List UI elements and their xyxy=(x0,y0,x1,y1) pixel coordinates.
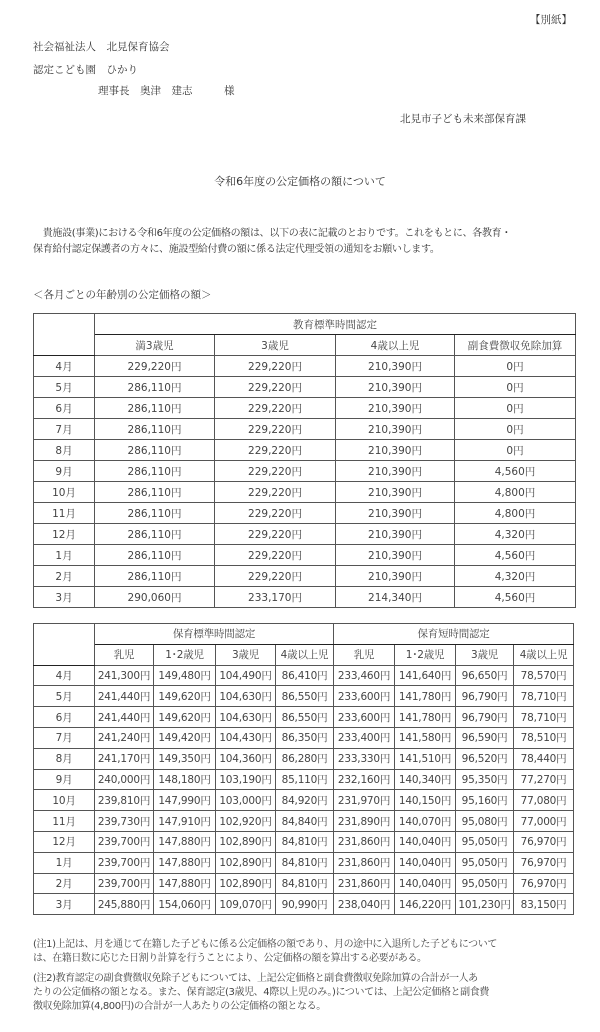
column-header: 副食費徴収免除加算 xyxy=(455,335,576,356)
corner-cell xyxy=(34,314,95,356)
price-cell: 149,620円 xyxy=(154,686,216,707)
price-cell: 95,050円 xyxy=(456,852,514,873)
price-cell: 0円 xyxy=(455,356,576,377)
price-cell: 103,190円 xyxy=(216,769,276,790)
price-cell: 286,110円 xyxy=(95,482,215,503)
table-header-row xyxy=(34,314,576,335)
price-cell: 240,000円 xyxy=(95,769,154,790)
recipient-facility: 認定こども園 ひかり xyxy=(33,64,138,76)
price-cell: 229,220円 xyxy=(215,566,336,587)
table-row xyxy=(34,482,576,503)
recipient-person: 理事長 奥津 建志 様 xyxy=(98,85,235,97)
price-cell: 210,390円 xyxy=(336,398,455,419)
price-cell: 103,000円 xyxy=(216,790,276,811)
price-cell: 141,580円 xyxy=(395,727,456,748)
price-cell: 147,990円 xyxy=(154,790,216,811)
price-cell: 210,390円 xyxy=(336,524,455,545)
month-cell: 6月 xyxy=(34,398,95,419)
price-cell: 147,910円 xyxy=(154,811,216,832)
month-cell: 5月 xyxy=(34,377,95,398)
price-cell: 84,810円 xyxy=(276,852,334,873)
note-1-line-2: は、在籍日数に応じた日割り計算を行うことにより、公定価格の額を算出する必要がある。 xyxy=(33,953,427,964)
month-cell: 10月 xyxy=(34,482,95,503)
price-cell: 245,880円 xyxy=(95,894,154,915)
table-row xyxy=(34,707,574,728)
group-header-education: 教育標準時間認定 xyxy=(95,314,576,335)
price-cell: 95,160円 xyxy=(456,790,514,811)
price-cell: 229,220円 xyxy=(95,356,215,377)
price-cell: 140,340円 xyxy=(395,769,456,790)
section-heading: ＜各月ごとの年齢別の公定価格の額＞ xyxy=(33,289,212,301)
month-cell: 6月 xyxy=(34,707,95,728)
price-cell: 141,510円 xyxy=(395,748,456,769)
price-cell: 233,170円 xyxy=(215,587,336,608)
table-subheader-row xyxy=(34,644,574,665)
price-cell: 149,480円 xyxy=(154,665,216,686)
price-cell: 286,110円 xyxy=(95,419,215,440)
price-cell: 141,780円 xyxy=(395,707,456,728)
price-cell: 231,860円 xyxy=(334,852,395,873)
sender: 北見市子ども未来部保育課 xyxy=(400,113,526,125)
price-cell: 84,810円 xyxy=(276,831,334,852)
price-cell: 86,350円 xyxy=(276,727,334,748)
price-cell: 109,070円 xyxy=(216,894,276,915)
column-header: 4歳以上児 xyxy=(336,335,455,356)
price-cell: 84,920円 xyxy=(276,790,334,811)
price-cell: 83,150円 xyxy=(514,894,574,915)
group-header-short: 保育短時間認定 xyxy=(334,624,574,645)
price-cell: 239,730円 xyxy=(95,811,154,832)
price-cell: 286,110円 xyxy=(95,461,215,482)
table-row xyxy=(34,769,574,790)
price-cell: 0円 xyxy=(455,440,576,461)
price-cell: 86,280円 xyxy=(276,748,334,769)
price-cell: 104,360円 xyxy=(216,748,276,769)
month-cell: 9月 xyxy=(34,461,95,482)
month-cell: 8月 xyxy=(34,748,95,769)
price-cell: 233,600円 xyxy=(334,707,395,728)
price-cell: 78,710円 xyxy=(514,707,574,728)
price-cell: 231,860円 xyxy=(334,831,395,852)
month-cell: 4月 xyxy=(34,665,95,686)
price-cell: 286,110円 xyxy=(95,545,215,566)
price-cell: 233,330円 xyxy=(334,748,395,769)
column-header: 乳児 xyxy=(334,644,395,665)
price-cell: 140,040円 xyxy=(395,852,456,873)
price-cell: 290,060円 xyxy=(95,587,215,608)
price-cell: 231,890円 xyxy=(334,811,395,832)
price-cell: 231,970円 xyxy=(334,790,395,811)
table-row xyxy=(34,566,576,587)
price-cell: 147,880円 xyxy=(154,831,216,852)
table-row xyxy=(34,377,576,398)
price-cell: 140,070円 xyxy=(395,811,456,832)
month-cell: 12月 xyxy=(34,524,95,545)
price-cell: 77,000円 xyxy=(514,811,574,832)
price-cell: 4,800円 xyxy=(455,503,576,524)
price-cell: 238,040円 xyxy=(334,894,395,915)
price-cell: 78,570円 xyxy=(514,665,574,686)
table-row xyxy=(34,873,574,894)
price-cell: 76,970円 xyxy=(514,852,574,873)
price-cell: 210,390円 xyxy=(336,356,455,377)
price-cell: 96,790円 xyxy=(456,707,514,728)
table-row xyxy=(34,419,576,440)
price-cell: 4,320円 xyxy=(455,566,576,587)
price-cell: 241,240円 xyxy=(95,727,154,748)
price-cell: 239,700円 xyxy=(95,831,154,852)
month-cell: 7月 xyxy=(34,419,95,440)
price-cell: 104,630円 xyxy=(216,686,276,707)
price-cell: 241,440円 xyxy=(95,686,154,707)
price-cell: 232,160円 xyxy=(334,769,395,790)
price-cell: 96,790円 xyxy=(456,686,514,707)
price-cell: 241,170円 xyxy=(95,748,154,769)
table-row xyxy=(34,665,574,686)
table-row xyxy=(34,356,576,377)
price-cell: 229,220円 xyxy=(215,356,336,377)
price-cell: 96,590円 xyxy=(456,727,514,748)
price-cell: 210,390円 xyxy=(336,545,455,566)
price-cell: 147,880円 xyxy=(154,852,216,873)
price-cell: 96,520円 xyxy=(456,748,514,769)
price-cell: 102,890円 xyxy=(216,873,276,894)
price-cell: 210,390円 xyxy=(336,377,455,398)
month-cell: 11月 xyxy=(34,811,95,832)
price-cell: 210,390円 xyxy=(336,482,455,503)
price-cell: 154,060円 xyxy=(154,894,216,915)
corner-cell xyxy=(34,624,95,666)
month-cell: 3月 xyxy=(34,894,95,915)
price-cell: 4,320円 xyxy=(455,524,576,545)
childcare-price-table xyxy=(33,623,574,915)
note-2-line-3: 徴収免除加算(4,800円)の合計が一人あたりの公定価格の額となる。 xyxy=(33,1001,326,1012)
price-cell: 86,410円 xyxy=(276,665,334,686)
price-cell: 141,640円 xyxy=(395,665,456,686)
column-header: 1･2歳児 xyxy=(395,644,456,665)
price-cell: 149,350円 xyxy=(154,748,216,769)
price-cell: 210,390円 xyxy=(336,440,455,461)
price-cell: 286,110円 xyxy=(95,503,215,524)
month-cell: 5月 xyxy=(34,686,95,707)
price-cell: 0円 xyxy=(455,398,576,419)
price-cell: 95,350円 xyxy=(456,769,514,790)
body-text-line-1: 貴施設(事業)における令和6年度の公定価格の額は、以下の表に記載のとおりです。これをもとに、各教育・ xyxy=(33,228,512,239)
price-cell: 140,040円 xyxy=(395,873,456,894)
price-cell: 229,220円 xyxy=(215,398,336,419)
table-row xyxy=(34,524,576,545)
price-cell: 76,970円 xyxy=(514,831,574,852)
price-cell: 146,220円 xyxy=(395,894,456,915)
price-cell: 141,780円 xyxy=(395,686,456,707)
price-cell: 0円 xyxy=(455,419,576,440)
column-header: 3歳児 xyxy=(215,335,336,356)
price-cell: 104,490円 xyxy=(216,665,276,686)
price-cell: 231,860円 xyxy=(334,873,395,894)
price-cell: 229,220円 xyxy=(215,377,336,398)
price-cell: 149,420円 xyxy=(154,727,216,748)
price-cell: 95,050円 xyxy=(456,873,514,894)
group-header-standard: 保育標準時間認定 xyxy=(95,624,334,645)
price-cell: 104,430円 xyxy=(216,727,276,748)
attachment-label: 【別紙】 xyxy=(530,14,572,26)
price-cell: 233,600円 xyxy=(334,686,395,707)
price-cell: 229,220円 xyxy=(215,482,336,503)
price-cell: 78,510円 xyxy=(514,727,574,748)
table-subheader-row xyxy=(34,335,576,356)
price-cell: 241,300円 xyxy=(95,665,154,686)
note-2-line-1: (注2)教育認定の副食費徴収免除子どもについては、上記公定価格と副食費徴収免除加算の合計が一人あ xyxy=(33,973,478,984)
price-cell: 229,220円 xyxy=(215,419,336,440)
price-cell: 84,810円 xyxy=(276,873,334,894)
price-cell: 229,220円 xyxy=(215,545,336,566)
document-title: 令和6年度の公定価格の額について xyxy=(214,175,386,188)
recipient-org: 社会福祉法人 北見保育協会 xyxy=(33,41,170,53)
table-header-row xyxy=(34,624,574,645)
price-cell: 286,110円 xyxy=(95,524,215,545)
price-cell: 239,700円 xyxy=(95,852,154,873)
body-text-line-2: 保育給付認定保護者の方々に、施設型給付費の額に係る法定代理受領の通知をお願いします。 xyxy=(33,244,440,255)
price-cell: 140,040円 xyxy=(395,831,456,852)
price-cell: 233,460円 xyxy=(334,665,395,686)
price-cell: 90,990円 xyxy=(276,894,334,915)
table-row xyxy=(34,587,576,608)
price-cell: 286,110円 xyxy=(95,398,215,419)
price-cell: 4,800円 xyxy=(455,482,576,503)
month-cell: 1月 xyxy=(34,545,95,566)
price-cell: 148,180円 xyxy=(154,769,216,790)
price-cell: 233,400円 xyxy=(334,727,395,748)
price-cell: 286,110円 xyxy=(95,440,215,461)
table-row xyxy=(34,440,576,461)
education-price-table xyxy=(33,313,576,608)
price-cell: 210,390円 xyxy=(336,419,455,440)
month-cell: 11月 xyxy=(34,503,95,524)
month-cell: 2月 xyxy=(34,873,95,894)
price-cell: 95,080円 xyxy=(456,811,514,832)
price-cell: 77,270円 xyxy=(514,769,574,790)
price-cell: 78,710円 xyxy=(514,686,574,707)
price-cell: 85,110円 xyxy=(276,769,334,790)
price-cell: 4,560円 xyxy=(455,587,576,608)
price-cell: 140,150円 xyxy=(395,790,456,811)
column-header: 1･2歳児 xyxy=(154,644,216,665)
price-cell: 86,550円 xyxy=(276,707,334,728)
price-cell: 239,700円 xyxy=(95,873,154,894)
price-cell: 149,620円 xyxy=(154,707,216,728)
table-row xyxy=(34,545,576,566)
month-cell: 8月 xyxy=(34,440,95,461)
table-row xyxy=(34,894,574,915)
table-row xyxy=(34,811,574,832)
price-cell: 214,340円 xyxy=(336,587,455,608)
table-row xyxy=(34,461,576,482)
price-cell: 286,110円 xyxy=(95,566,215,587)
month-cell: 4月 xyxy=(34,356,95,377)
month-cell: 10月 xyxy=(34,790,95,811)
price-cell: 210,390円 xyxy=(336,503,455,524)
price-cell: 4,560円 xyxy=(455,545,576,566)
table-row xyxy=(34,503,576,524)
price-cell: 96,650円 xyxy=(456,665,514,686)
price-cell: 101,230円 xyxy=(456,894,514,915)
column-header: 3歳児 xyxy=(216,644,276,665)
table-row xyxy=(34,790,574,811)
price-cell: 104,630円 xyxy=(216,707,276,728)
column-header: 乳児 xyxy=(95,644,154,665)
table-row xyxy=(34,398,576,419)
price-cell: 76,970円 xyxy=(514,873,574,894)
note-2-line-2: たりの公定価格の額となる。また、保育認定(3歳児、4際以上児のみ。)については、上記公定価格と副食費 xyxy=(33,987,489,998)
price-cell: 229,220円 xyxy=(215,524,336,545)
month-cell: 7月 xyxy=(34,727,95,748)
price-cell: 84,840円 xyxy=(276,811,334,832)
price-cell: 102,920円 xyxy=(216,811,276,832)
note-2 xyxy=(33,972,578,1014)
price-cell: 210,390円 xyxy=(336,461,455,482)
price-cell: 229,220円 xyxy=(215,461,336,482)
month-cell: 2月 xyxy=(34,566,95,587)
price-cell: 102,890円 xyxy=(216,852,276,873)
table-row xyxy=(34,686,574,707)
price-cell: 77,080円 xyxy=(514,790,574,811)
price-cell: 86,550円 xyxy=(276,686,334,707)
month-cell: 12月 xyxy=(34,831,95,852)
month-cell: 9月 xyxy=(34,769,95,790)
table-row xyxy=(34,727,574,748)
month-cell: 1月 xyxy=(34,852,95,873)
column-header: 3歳児 xyxy=(456,644,514,665)
price-cell: 102,890円 xyxy=(216,831,276,852)
column-header: 4歳以上児 xyxy=(514,644,574,665)
month-cell: 3月 xyxy=(34,587,95,608)
column-header: 満3歳児 xyxy=(95,335,215,356)
note-1 xyxy=(33,938,578,966)
note-1-line-1: (注1)上記は、月を通じて在籍した子どもに係る公定価格の額であり、月の途中に入退所した子どもについて xyxy=(33,939,497,950)
price-cell: 229,220円 xyxy=(215,440,336,461)
price-cell: 95,050円 xyxy=(456,831,514,852)
price-cell: 210,390円 xyxy=(336,566,455,587)
table-row xyxy=(34,831,574,852)
table-row xyxy=(34,748,574,769)
price-cell: 78,440円 xyxy=(514,748,574,769)
table-row xyxy=(34,852,574,873)
price-cell: 4,560円 xyxy=(455,461,576,482)
price-cell: 286,110円 xyxy=(95,377,215,398)
price-cell: 147,880円 xyxy=(154,873,216,894)
price-cell: 241,440円 xyxy=(95,707,154,728)
price-cell: 229,220円 xyxy=(215,503,336,524)
price-cell: 239,810円 xyxy=(95,790,154,811)
column-header: 4歳以上児 xyxy=(276,644,334,665)
price-cell: 0円 xyxy=(455,377,576,398)
